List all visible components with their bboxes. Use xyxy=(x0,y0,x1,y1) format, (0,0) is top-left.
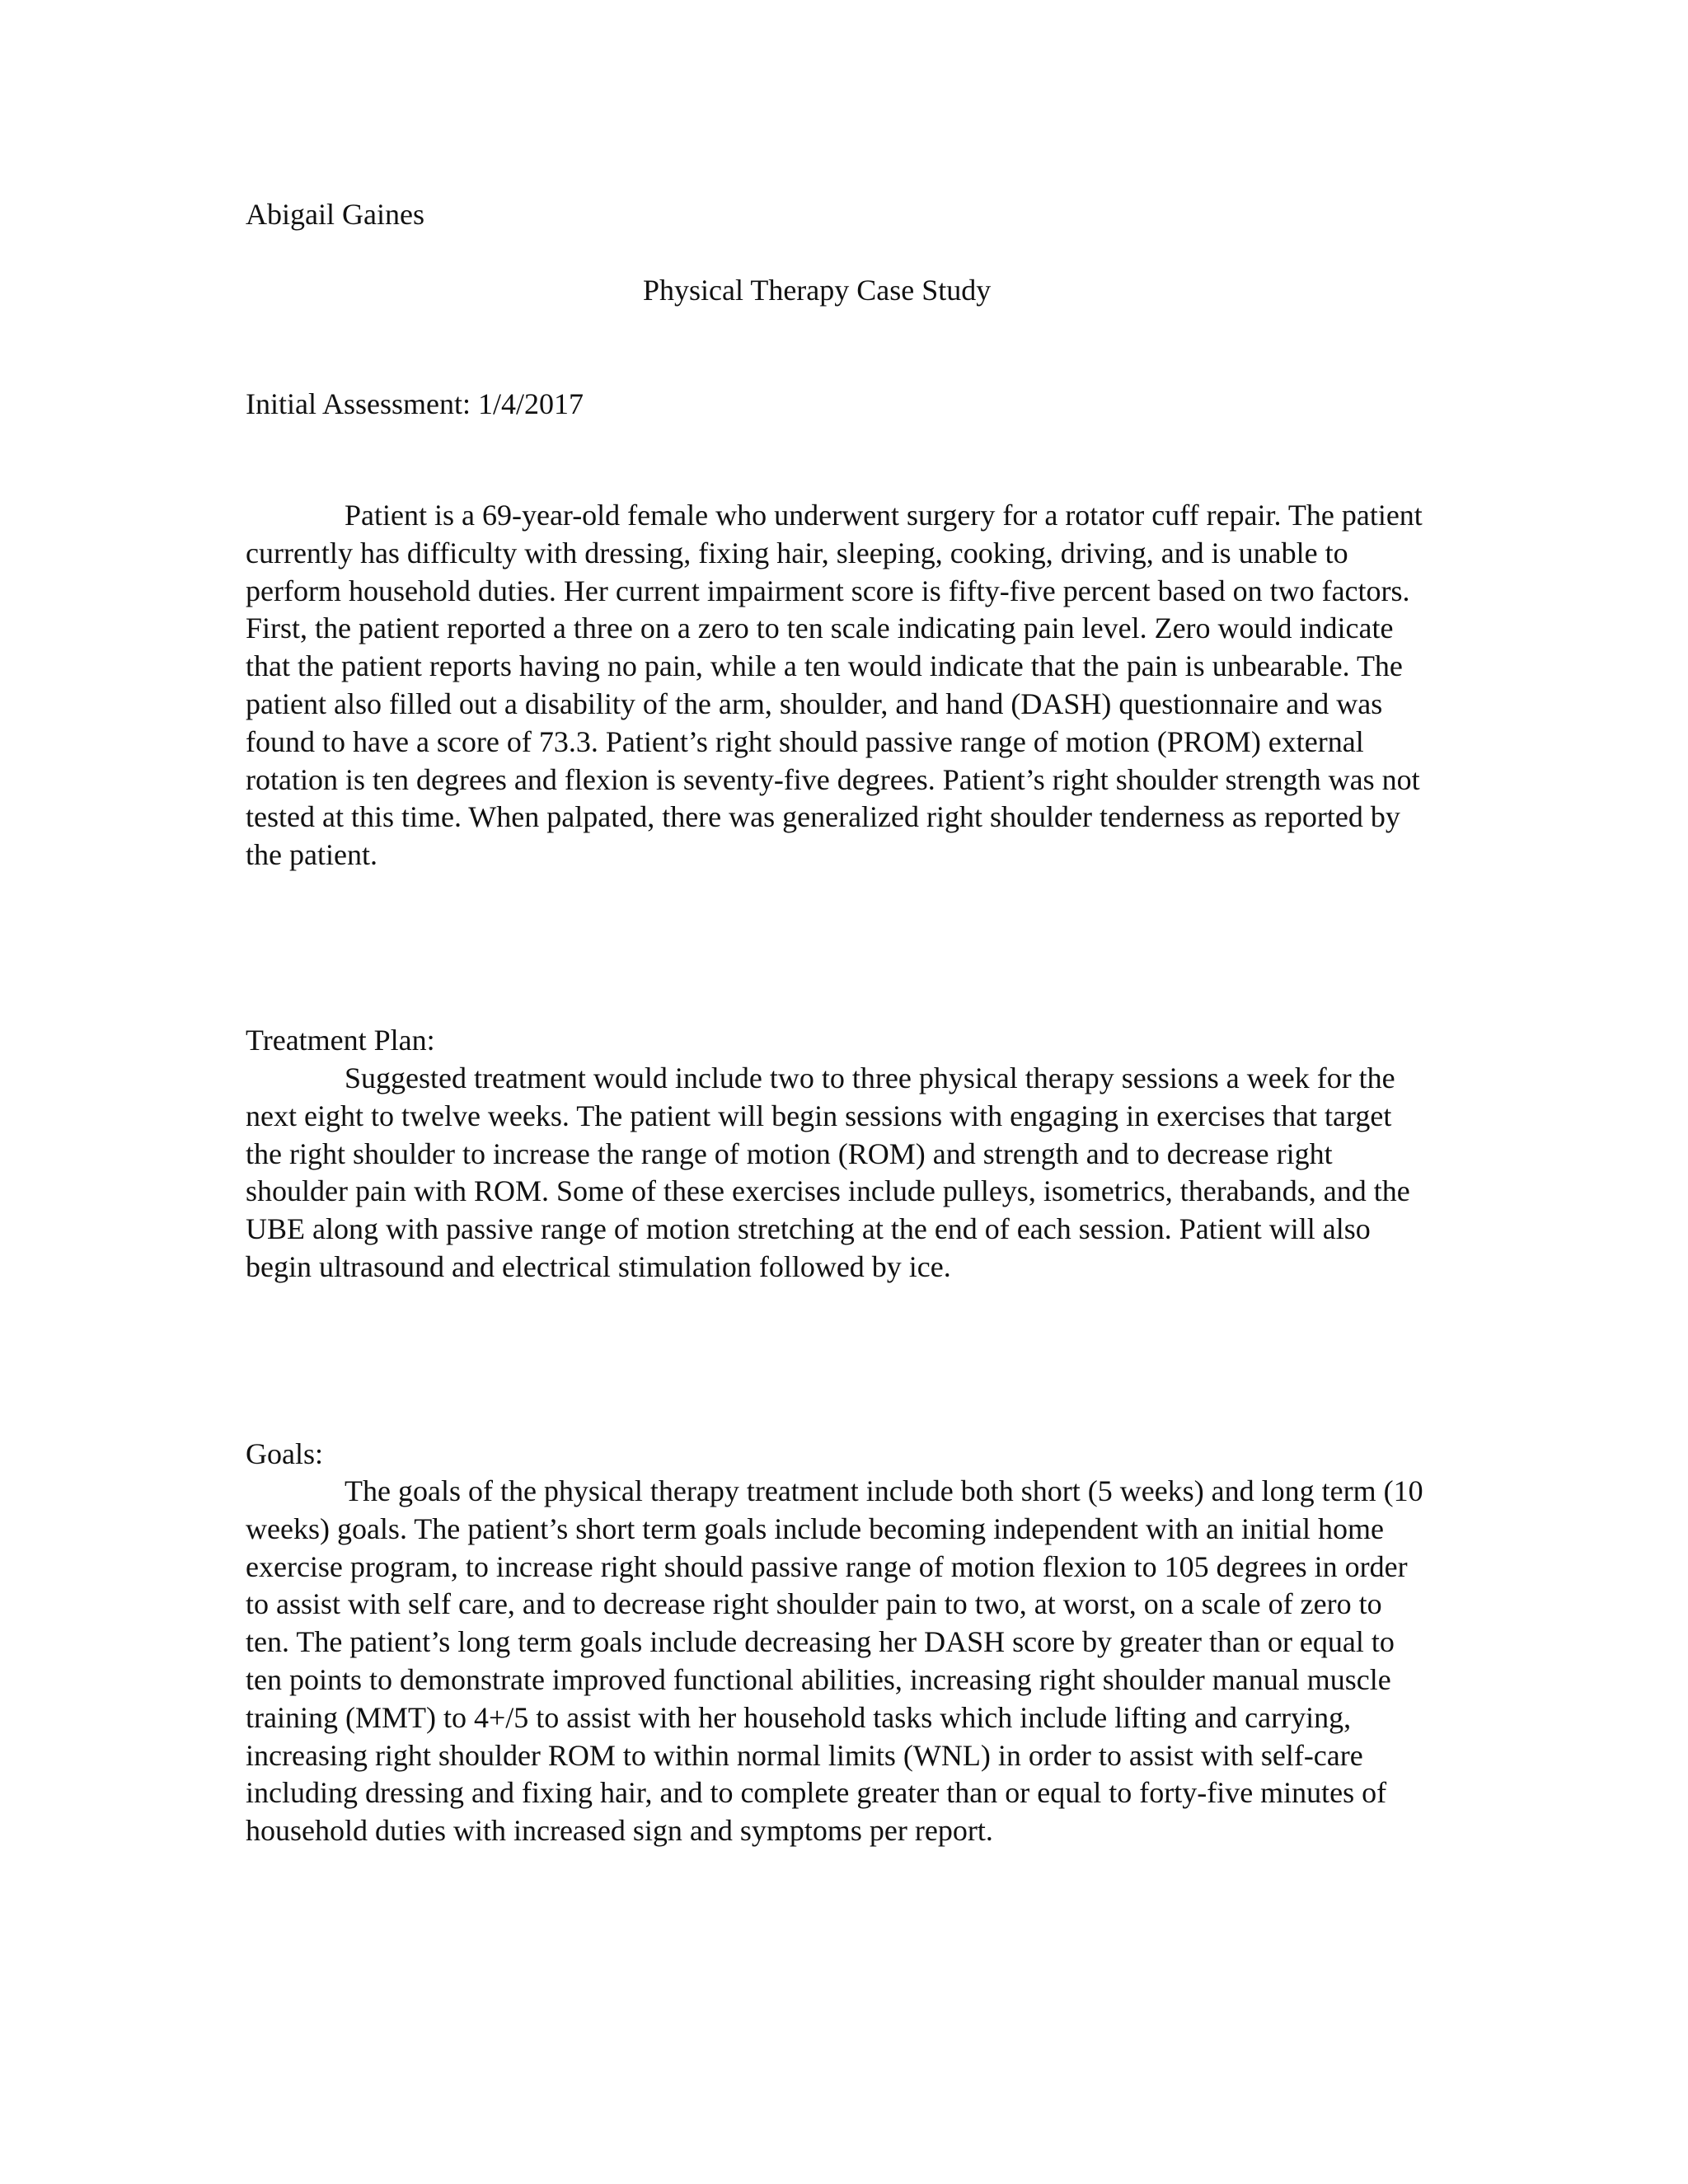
treatment-plan-heading: Treatment Plan: xyxy=(246,1024,435,1057)
initial-assessment-date: Initial Assessment: 1/4/2017 xyxy=(246,387,584,420)
document-title: Physical Therapy Case Study xyxy=(643,274,992,307)
treatment-plan-paragraph: Suggested treatment would include two to three physical therapy sessions a week for the next eight to twelve weeks. The patient will begin sessions with engaging in exercises that target the right shoulder to increase the range of motion (ROM) and strength and to decrease right shoulder pain with ROM. Some of these exercises include pulleys, isometrics, therabands, and the UBE along with passive range of motion stretching at the end of each session. Patient will also begin ultrasound and electrical stimulation followed by ice. xyxy=(246,1062,1410,1283)
author-name: Abigail Gaines xyxy=(246,198,424,231)
goals-heading: Goals: xyxy=(246,1437,323,1470)
goals-paragraph: The goals of the physical therapy treatment include both short (5 weeks) and long term (10 weeks) goals. The patient’s short term goals include becoming independent with an initial home exercise program, to increase right should passive range of motion flexion to 105 degrees in order to assist with self care, and to decrease right shoulder pain to two, at worst, on a scale of zero to ten. The patient’s long term goals include decreasing her DASH score by greater than or equal to ten points to demonstrate improved functional abilities, increasing right shoulder manual muscle training (MMT) to 4+/5 to assist with her household tasks which include lifting and carrying, increasing right shoulder ROM to within normal limits (WNL) in order to assist with self-care including dressing and fixing hair, and to complete greater than or equal to forty-five minutes of household duties with increased sign and symptoms per report. xyxy=(246,1474,1423,1848)
assessment-paragraph: Patient is a 69-year-old female who underwent surgery for a rotator cuff repair. The patient currently has difficulty with dressing, fixing hair, sleeping, cooking, driving, and is unable to perform household duties. Her current impairment score is fifty-five percent based on two factors. First, the patient reported a three on a zero to ten scale indicating pain level. Zero would indicate that the patient reports having no pain, while a ten would indicate that the pain is unbearable. The patient also filled out a disability of the arm, shoulder, and hand (DASH) questionnaire and was found to have a score of 73.3. Patient’s right should passive range of motion (PROM) external rotation is ten degrees and flexion is seventy-five degrees. Patient’s right shoulder strength was not tested at this time. When palpated, there was generalized right shoulder tenderness as reported by the patient. xyxy=(246,499,1423,872)
